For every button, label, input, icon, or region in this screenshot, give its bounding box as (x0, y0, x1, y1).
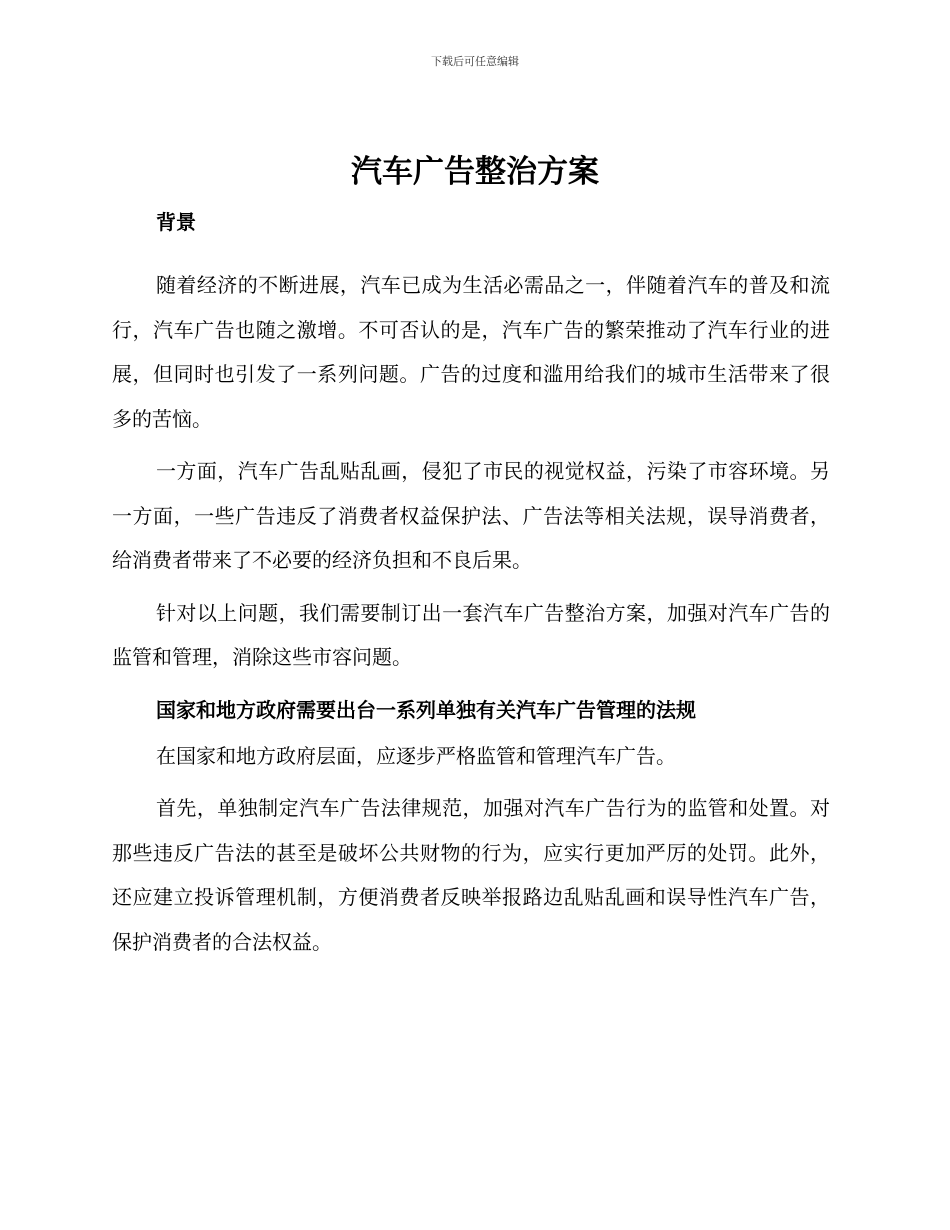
page-header-note: 下载后可任意编辑 (431, 55, 519, 68)
body-paragraph: 针对以上问题，我们需要制订出一套汽车广告整治方案，加强对汽车广告的监管和管理，消除这些市容问题。 (112, 600, 830, 669)
body-paragraph: 一方面，汽车广告乱贴乱画，侵犯了市民的视觉权益，污染了市容环境。另一方面，一些广告违反了消费者权益保护法、广告法等相关法规，误导消费者，给消费者带来了不必要的经济负担和不良后果。 (112, 459, 830, 572)
body-paragraph: 在国家和地方政府层面，应逐步严格监管和管理汽车广告。 (156, 743, 676, 768)
section-heading-regulations: 国家和地方政府需要出台一系列单独有关汽车广告管理的法规 (156, 697, 696, 722)
body-paragraph: 随着经济的不断进展，汽车已成为生活必需品之一，伴随着汽车的普及和流行，汽车广告也随之激增。不可否认的是，汽车广告的繁荣推动了汽车行业的进展，但同时也引发了一系列问题。广告的过度和滥用给我们的城市生活带来了很多的苦恼。 (112, 273, 830, 431)
document-body (112, 206, 830, 964)
document-title: 汽车广告整治方案 (351, 154, 599, 190)
section-heading-background: 背景 (156, 210, 196, 234)
body-paragraph: 首先，单独制定汽车广告法律规范，加强对汽车广告行为的监管和处置。对那些违反广告法的甚至是破坏公共财物的行为，应实行更加严厉的处罚。此外，还应建立投诉管理机制，方便消费者反映举报路边乱贴乱画和误导性汽车广告，保护消费者的合法权益。 (112, 796, 830, 954)
